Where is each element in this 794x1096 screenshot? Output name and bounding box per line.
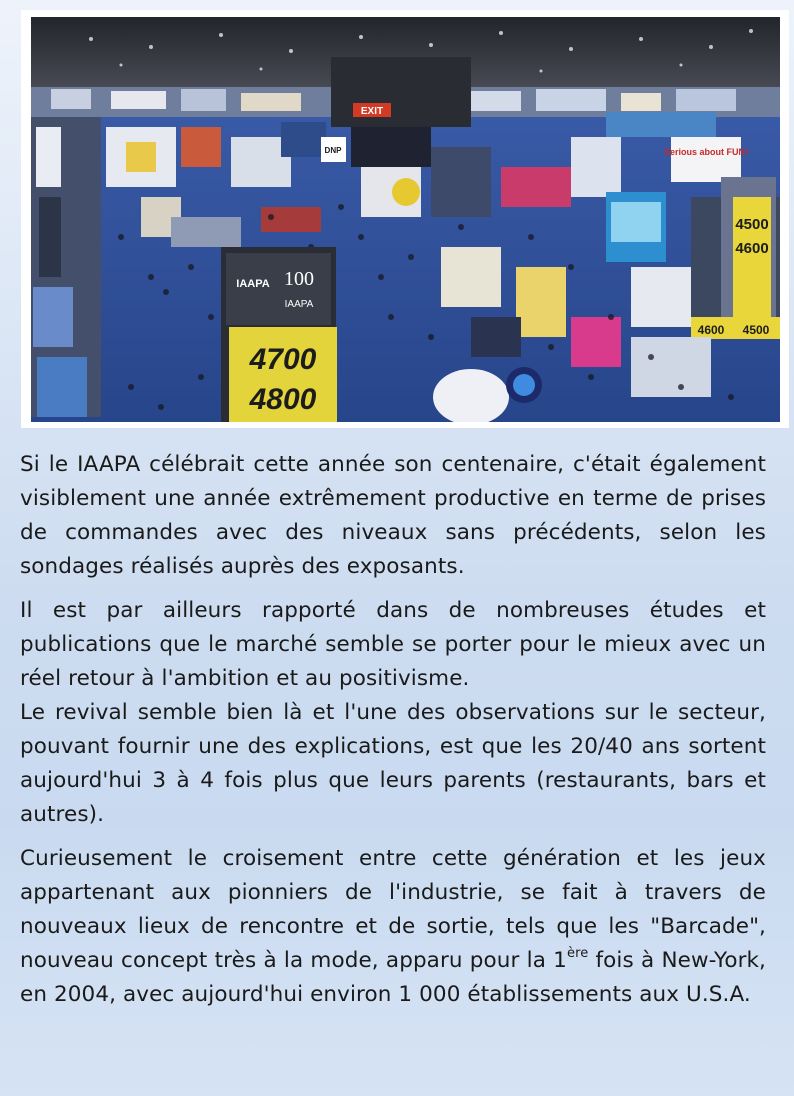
paragraph-2: Il est par ailleurs rapporté dans de nombreuses études et publications que le marché semble se porter pour le mieux avec un réel retour à l'ambition et au positivisme. [20,598,766,691]
photo-frame [21,10,789,428]
iaapa-banner [221,247,337,422]
ordinal-superscript: ère [566,945,589,961]
paragraph-1: Si le IAAPA célébrait cette année son centenaire, c'était également visiblement une année extrêmement productive en terme de prises de commandes avec des niveaux sans précédents, selon les sondages réalisés auprès des exposants. [20,452,766,579]
fun-sign: Serious about FUN! [663,147,749,157]
booth-number-bottom-2: 4500 [742,323,770,337]
iaapa-anniversary: 100 [284,268,314,290]
paragraph-3: Le revival semble bien là et l'une des observations sur le secteur, pouvant fournir une des explications, est que les 20/40 ans sortent aujourd'hui 3 à 4 fois plus que leurs parents (restaurants, bars et autres). [20,700,766,827]
iaapa-brand: IAAPA [236,278,270,290]
booth-number-left-2: 4800 [249,383,317,416]
paragraph-4-start: Curieusement le croisement entre cette génération et les jeux appartenant aux pionniers de l'industrie, se fait à travers de nouveaux lieux de rencontre et de sortie, tels que les "Barcade", nouveau concept très à la mode, apparu pour la 1 [20,846,766,973]
booth-number-left-1: 4700 [249,343,317,376]
iaapa-sub: IAAPA [284,299,314,310]
exit-sign-label: EXIT [360,106,384,117]
booth-number-right-1: 4500 [735,216,769,233]
dnp-sign: DNP [324,146,342,155]
booth-number-right-2: 4600 [735,240,769,257]
paragraph-4-end: fois à New-York, en 2004, avec aujourd'hui environ 1 000 établissements aux U.S.A. [20,948,766,1007]
paragraph-4 [20,842,766,1012]
trade-show-hall-photo [31,17,780,422]
article-body [20,448,766,1012]
booth-number-bottom-1: 4600 [697,323,725,337]
